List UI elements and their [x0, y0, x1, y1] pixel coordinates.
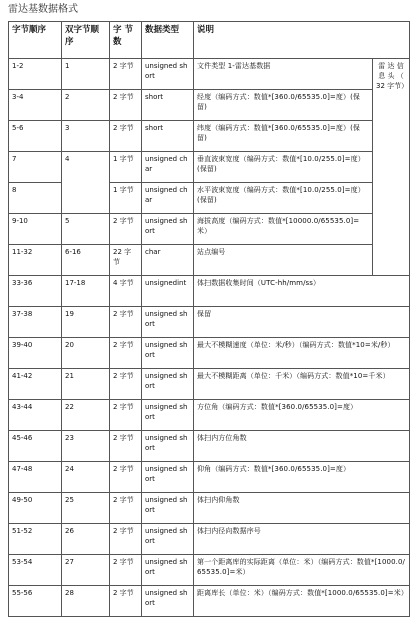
cell-byte-order: 49-50 [9, 493, 62, 524]
header-data-type: 数据类型 [142, 22, 194, 59]
cell-data-type: unsigned short [142, 369, 194, 400]
cell-description: 最大不模糊速度（单位：米/秒）（编码方式：数值*10=米/秒） [194, 338, 410, 369]
cell-double-byte-order: 2 [62, 90, 110, 121]
table-row [9, 431, 410, 462]
table-row [9, 493, 410, 524]
cell-description: 最大不模糊距离（单位：千米）（编码方式：数值*10=千米） [194, 369, 410, 400]
cell-byte-count: 2 字节 [110, 524, 142, 555]
cell-double-byte-order: 23 [62, 431, 110, 462]
cell-description: 海拔高度（编码方式：数值*[10000.0/65535.0]=米） [194, 214, 373, 245]
header-description: 说明 [194, 22, 410, 59]
cell-data-type: unsigned short [142, 400, 194, 431]
cell-byte-order: 33-36 [9, 276, 62, 307]
table-row [9, 555, 410, 586]
table-row [9, 90, 410, 121]
table-row [9, 59, 410, 90]
radar-header-label: 雷 达 信 息 头 （ 32 字节） [373, 59, 410, 276]
cell-byte-order: 55-56 [9, 586, 62, 617]
cell-double-byte-order: 22 [62, 400, 110, 431]
cell-byte-order: 7 [9, 152, 62, 183]
cell-description: 方位角（编码方式：数值*[360.0/65535.0]=度） [194, 400, 410, 431]
cell-double-byte-order: 21 [62, 369, 110, 400]
cell-data-type: short [142, 90, 194, 121]
table-row [9, 462, 410, 493]
cell-description: 距离库长（单位：米）（编码方式：数值*[1000.0/65535.0]=米） [194, 586, 410, 617]
cell-byte-count: 2 字节 [110, 369, 142, 400]
cell-byte-order: 8 [9, 183, 62, 214]
table-row [9, 307, 410, 338]
cell-data-type: char [142, 245, 194, 276]
cell-description: 垂直波束宽度（编码方式：数值*[10.0/255.0]=度）(保留) [194, 152, 373, 183]
cell-byte-count: 2 字节 [110, 555, 142, 586]
cell-description: 经度（编码方式：数值*[360.0/65535.0]=度）(保留) [194, 90, 373, 121]
cell-data-type: unsigned short [142, 59, 194, 90]
cell-double-byte-order: 20 [62, 338, 110, 369]
cell-double-byte-order: 1 [62, 59, 110, 90]
cell-byte-order: 51-52 [9, 524, 62, 555]
cell-double-byte-order: 17-18 [62, 276, 110, 307]
cell-description: 保留 [194, 307, 410, 338]
cell-double-byte-order: 24 [62, 462, 110, 493]
cell-byte-order: 39-40 [9, 338, 62, 369]
cell-data-type: unsigned short [142, 555, 194, 586]
cell-description: 站点编号 [194, 245, 373, 276]
cell-data-type: unsigned short [142, 493, 194, 524]
page-title: 雷达基数据格式 [8, 4, 78, 15]
cell-double-byte-order: 5 [62, 214, 110, 245]
cell-data-type: unsigned short [142, 214, 194, 245]
table-row [9, 338, 410, 369]
table-row [9, 586, 410, 617]
cell-data-type: unsigned short [142, 586, 194, 617]
cell-description: 仰角（编码方式：数值*[360.0/65535.0]=度） [194, 462, 410, 493]
cell-byte-order: 45-46 [9, 431, 62, 462]
cell-description: 体扫数据收集时间（UTC-hh/mm/ss） [194, 276, 410, 307]
header-byte-count: 字 节 数 [110, 22, 142, 59]
cell-data-type: unsigned short [142, 524, 194, 555]
cell-byte-order: 3-4 [9, 90, 62, 121]
cell-data-type: unsigned short [142, 431, 194, 462]
cell-description: 水平波束宽度（编码方式：数值*[10.0/255.0]=度）(保留) [194, 183, 373, 214]
cell-byte-count: 2 字节 [110, 214, 142, 245]
table-row [9, 369, 410, 400]
header-byte-order: 字节顺序 [9, 22, 62, 59]
cell-data-type: unsigned short [142, 338, 194, 369]
cell-byte-order: 37-38 [9, 307, 62, 338]
cell-double-byte-order: 25 [62, 493, 110, 524]
cell-data-type: unsignedint [142, 276, 194, 307]
cell-byte-count: 2 字节 [110, 307, 142, 338]
cell-data-type: unsigned short [142, 462, 194, 493]
cell-byte-count: 4 字节 [110, 276, 142, 307]
cell-double-byte-order: 6-16 [62, 245, 110, 276]
cell-byte-count: 2 字节 [110, 400, 142, 431]
cell-byte-count: 2 字节 [110, 586, 142, 617]
cell-description: 纬度（编码方式：数值*[360.0/65535.0]=度）(保留) [194, 121, 373, 152]
cell-description: 文件类型 1-雷达基数据 [194, 59, 373, 90]
cell-byte-count: 2 字节 [110, 431, 142, 462]
table-header-row [9, 22, 410, 59]
table-row [9, 276, 410, 307]
cell-double-byte-order: 3 [62, 121, 110, 152]
cell-double-byte-order: 28 [62, 586, 110, 617]
cell-byte-count: 2 字节 [110, 338, 142, 369]
header-double-byte-order: 双字节顺序 [62, 22, 110, 59]
cell-byte-order: 11-32 [9, 245, 62, 276]
cell-byte-order: 47-48 [9, 462, 62, 493]
cell-byte-count: 2 字节 [110, 493, 142, 524]
cell-data-type: unsigned char [142, 183, 194, 214]
cell-data-type: unsigned short [142, 307, 194, 338]
table-row [9, 245, 410, 276]
cell-description: 第一个距离库的实际距离（单位：米）（编码方式：数值*[1000.0/65535.0]=米） [194, 555, 410, 586]
cell-description: 体扫内径向数据序号 [194, 524, 410, 555]
cell-byte-count: 1 字节 [110, 183, 142, 214]
table-row [9, 214, 410, 245]
table-row [9, 400, 410, 431]
cell-byte-count: 2 字节 [110, 59, 142, 90]
cell-data-type: short [142, 121, 194, 152]
cell-double-byte-order: 4 [62, 152, 110, 214]
cell-byte-count: 2 字节 [110, 121, 142, 152]
cell-double-byte-order: 26 [62, 524, 110, 555]
cell-byte-count: 2 字节 [110, 462, 142, 493]
table-row [9, 152, 410, 183]
cell-byte-order: 9-10 [9, 214, 62, 245]
radar-data-format-table [8, 21, 410, 617]
cell-byte-count: 22 字节 [110, 245, 142, 276]
cell-byte-count: 2 字节 [110, 90, 142, 121]
cell-byte-order: 1-2 [9, 59, 62, 90]
cell-byte-order: 41-42 [9, 369, 62, 400]
cell-double-byte-order: 19 [62, 307, 110, 338]
cell-byte-order: 43-44 [9, 400, 62, 431]
table-row [9, 121, 410, 152]
cell-data-type: unsigned char [142, 152, 194, 183]
cell-byte-order: 5-6 [9, 121, 62, 152]
cell-description: 体扫内仰角数 [194, 493, 410, 524]
cell-double-byte-order: 27 [62, 555, 110, 586]
cell-description: 体扫内方位角数 [194, 431, 410, 462]
cell-byte-count: 1 字节 [110, 152, 142, 183]
table-row [9, 524, 410, 555]
cell-byte-order: 53-54 [9, 555, 62, 586]
